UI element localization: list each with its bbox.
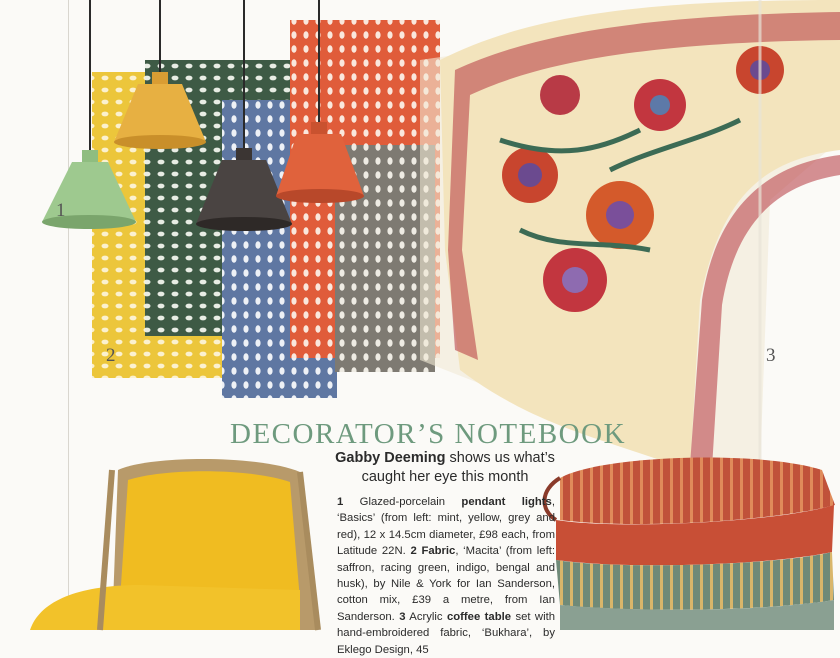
item-number-2: 2: [410, 545, 417, 558]
caption-number-1: 1: [56, 200, 66, 221]
body-text-segment: , ‘Basics’ (from left: mint, yellow, grey and red), 12 x 14.5cm diameter, £98 each, from Latitude 22N.: [337, 496, 555, 558]
body-text-segment: Glazed-porcelain: [343, 496, 462, 508]
yellow-armchair-image: [30, 459, 318, 630]
acrylic-coffee-table-image: [420, 0, 840, 475]
caption-number-2: 2: [106, 345, 116, 366]
product-name-fabric: Fabric: [416, 545, 456, 558]
author-name: Gabby Deeming: [335, 450, 446, 466]
body-text-segment: , ‘Macita’ (from left: saffron, racing green, indigo, bengal and husk), by Nile & York for Ian Sanderson, cotton mix, £39 a metre, from Ian Sanderson.: [337, 545, 555, 623]
caption-number-3: 3: [766, 345, 776, 366]
standfirst: [331, 449, 559, 487]
standfirst-line1: shows us what’s: [445, 450, 555, 466]
standfirst-line2: caught her eye this month: [361, 469, 529, 485]
body-text-segment: set with hand-embroidered fabric, ‘Bukhara’, by Eklego Design, 45: [337, 610, 556, 656]
body-text-segment: Acrylic: [405, 610, 447, 623]
product-name-coffee-table: coffee table: [446, 610, 512, 623]
item-number-1: 1: [337, 496, 344, 508]
product-name-pendant-lights: pendant lights: [461, 496, 552, 508]
page-title: DECORATOR’S NOTEBOOK: [230, 418, 627, 450]
item-number-3: 3: [399, 610, 406, 623]
body-text: [337, 494, 555, 658]
folded-blankets-image: [544, 458, 835, 630]
